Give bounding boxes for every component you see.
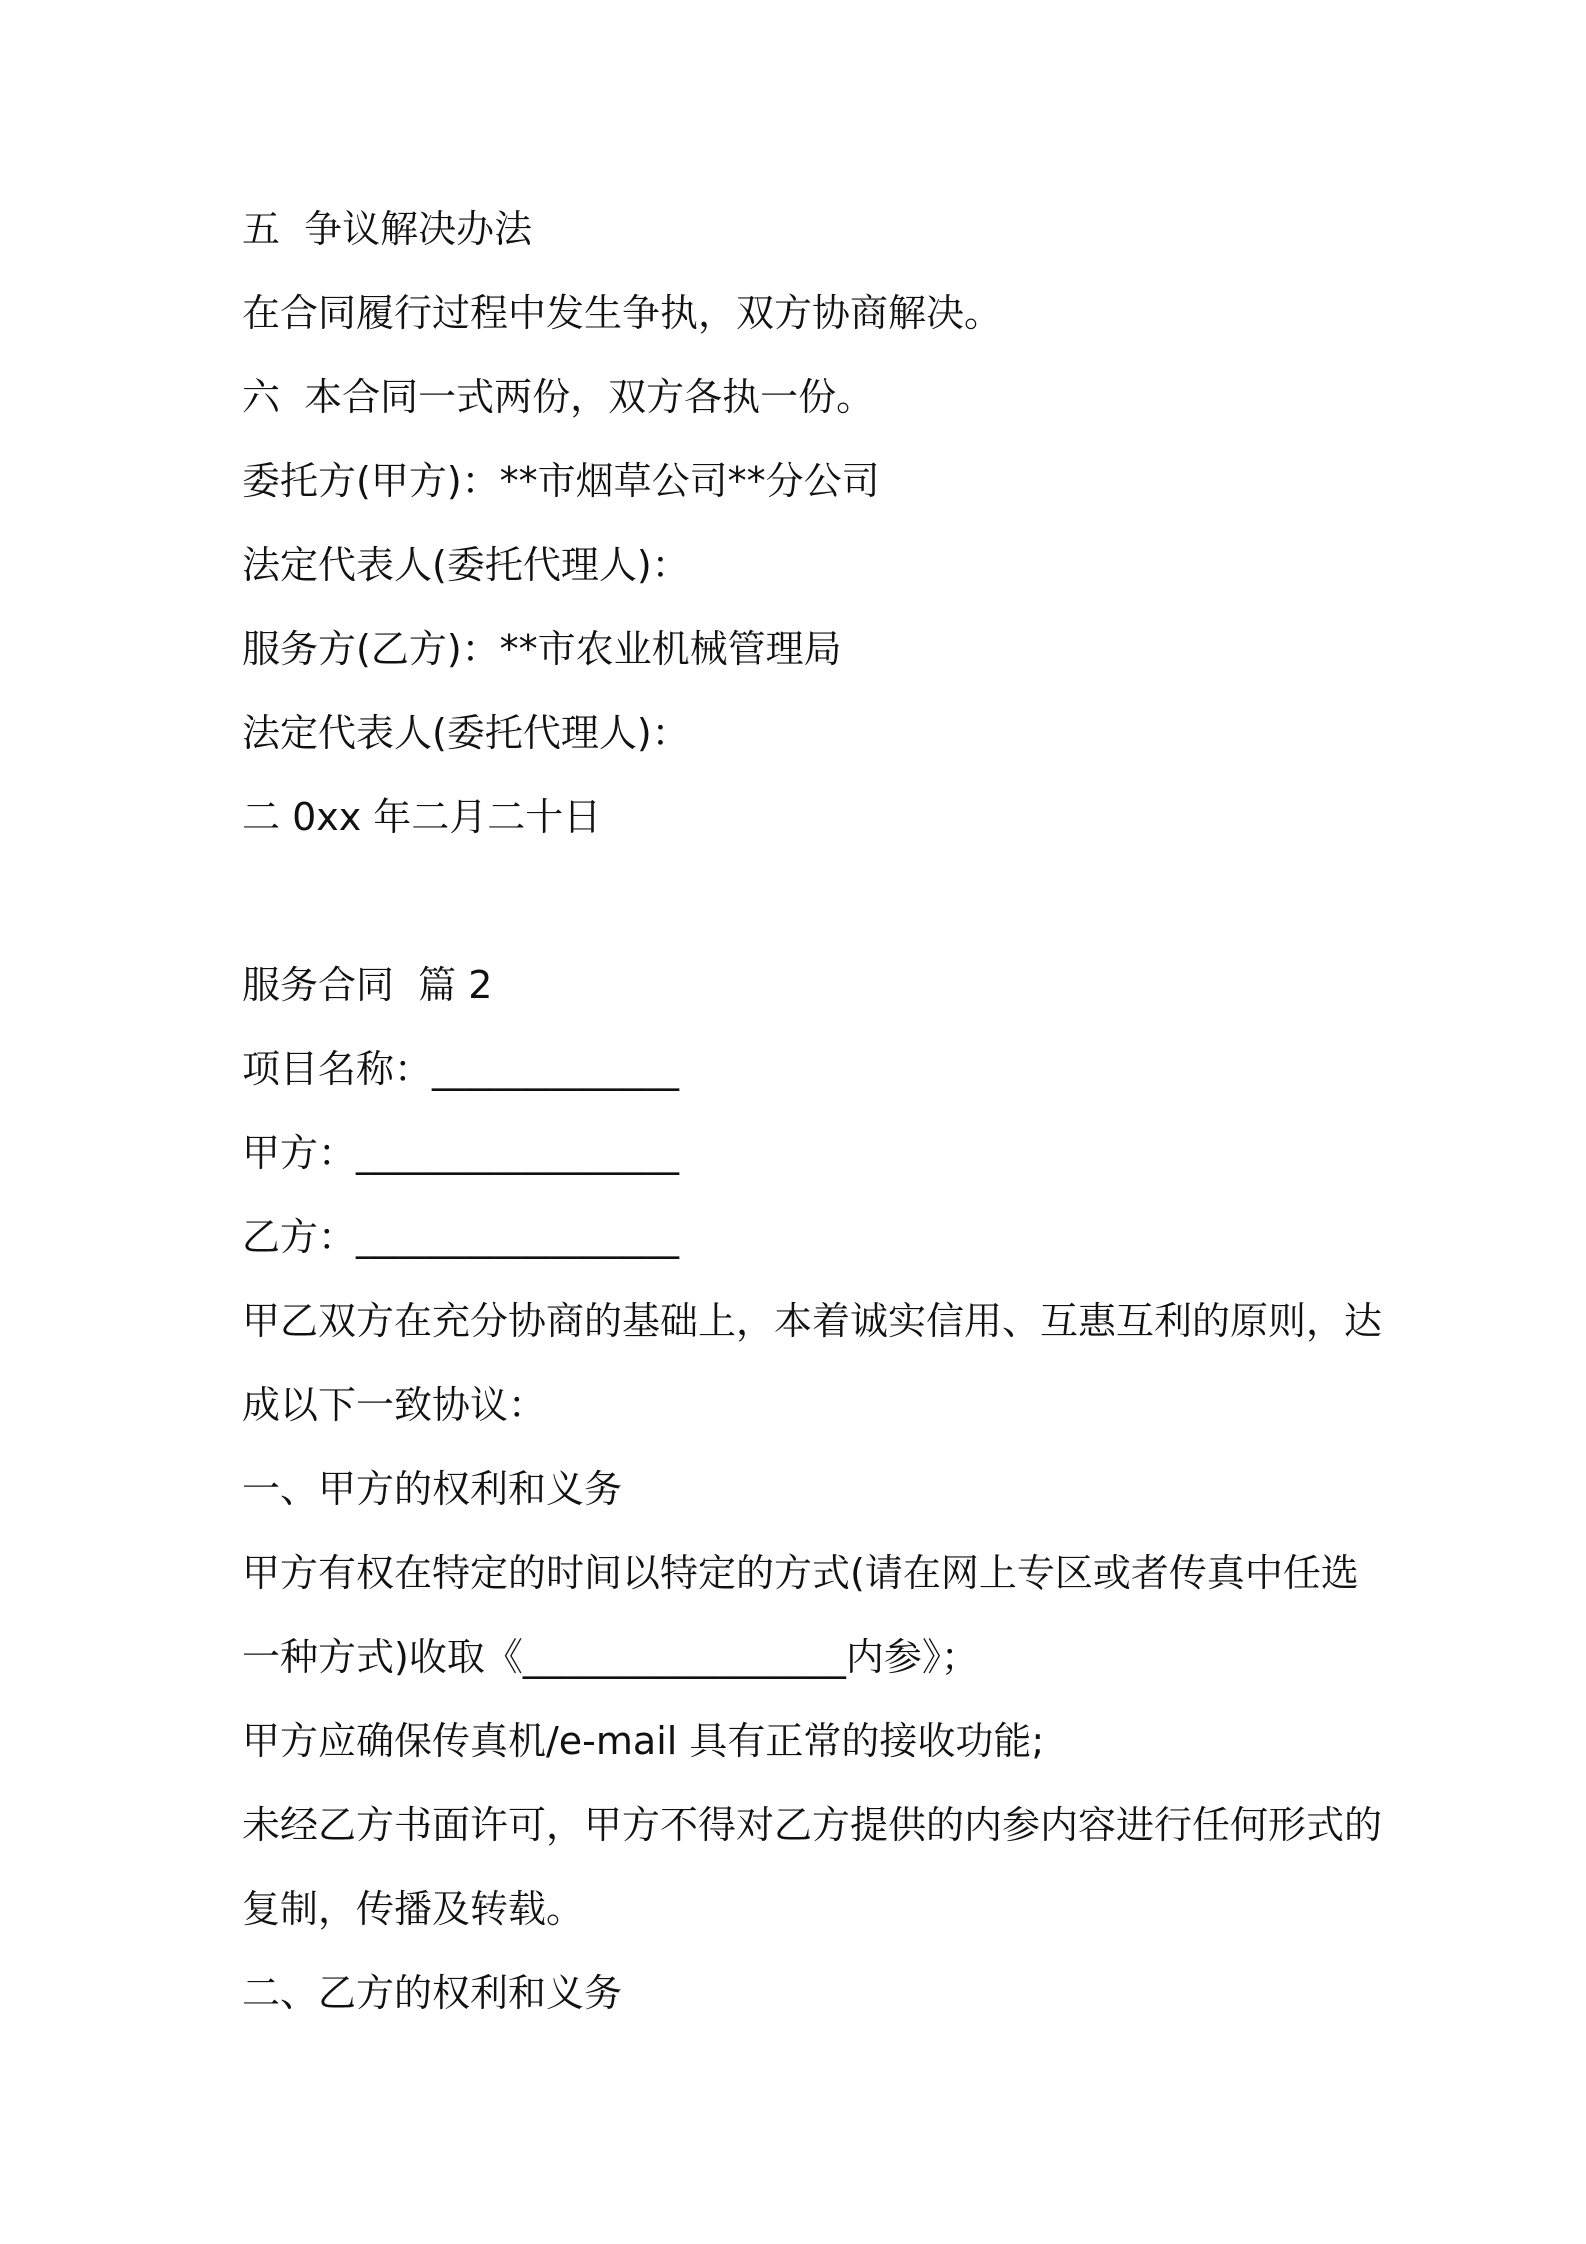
section-heading-copies: 六 本合同一式两份，双方各执一份。 [242, 375, 875, 419]
date-line: 二 0xx 年二月二十日 [242, 795, 602, 839]
party-a-restriction-line-2: 复制，传播及转载。 [242, 1887, 585, 1931]
party-a-line: 委托方(甲方)：**市烟草公司**分公司 [242, 459, 880, 503]
section-heading-dispute-resolution: 五 争议解决办法 [242, 207, 533, 251]
party-a-rights-line-1: 甲方有权在特定的时间以特定的方式(请在网上专区或者传真中任选 [242, 1551, 1359, 1595]
party-b-representative: 法定代表人(委托代理人)： [242, 711, 690, 755]
party-b-line: 服务方(乙方)：**市农业机械管理局 [242, 627, 842, 671]
section-heading-party-a-rights: 一、甲方的权利和义务 [242, 1467, 623, 1511]
agreement-intro-line-1: 甲乙双方在充分协商的基础上，本着诚实信用、互惠互利的原则，达 [242, 1299, 1383, 1343]
party-a-blank-line: 甲方：_________________ [242, 1131, 680, 1175]
paragraph-dispute-text: 在合同履行过程中发生争执，双方协商解决。 [242, 291, 1003, 335]
project-name-line: 项目名称：_____________ [242, 1047, 680, 1091]
contract-title: 服务合同 篇 2 [242, 963, 493, 1007]
party-a-restriction-line-1: 未经乙方书面许可，甲方不得对乙方提供的内参内容进行任何形式的 [242, 1803, 1383, 1847]
agreement-intro-line-2: 成以下一致协议： [242, 1383, 547, 1427]
party-a-fax-line: 甲方应确保传真机/e-mail 具有正常的接收功能; [242, 1719, 1045, 1763]
party-b-blank-line: 乙方：_________________ [242, 1215, 680, 1259]
party-a-rights-line-2: 一种方式)收取《_________________内参》； [242, 1635, 979, 1679]
party-a-representative: 法定代表人(委托代理人)： [242, 543, 690, 587]
section-heading-party-b-rights: 二、乙方的权利和义务 [242, 1971, 623, 2015]
